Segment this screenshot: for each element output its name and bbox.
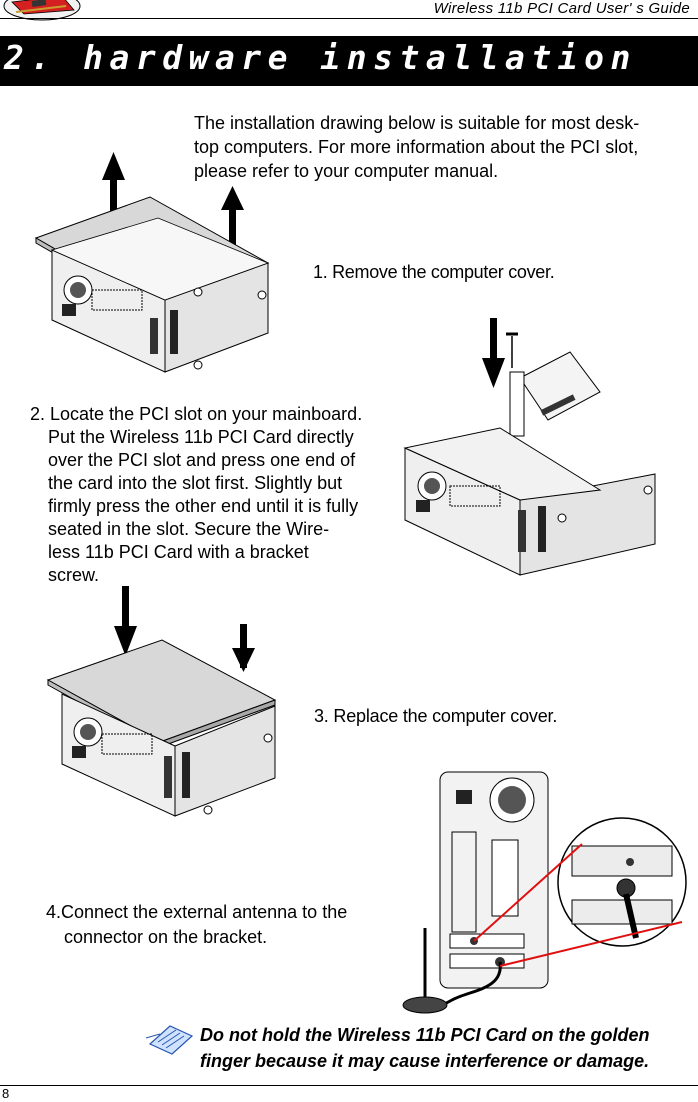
intro-line: The installation drawing below is suitable for most desk- — [194, 113, 640, 133]
intro-line: please refer to your computer manual. — [194, 161, 499, 181]
step-2-line: 2. Locate the PCI slot on your mainboard. — [30, 404, 363, 424]
page-number: 8 — [2, 1086, 10, 1101]
step-2-line: firmly press the other end until it is fully — [48, 496, 359, 516]
note-line: Do not hold the Wireless 11b PCI Card on the golden — [200, 1025, 650, 1045]
step-2-line: Put the Wireless 11b PCI Card directly — [48, 427, 354, 447]
step-2-line: seated in the slot. Secure the Wire- — [48, 519, 330, 539]
step-2-line: over the PCI slot and press one end of — [48, 450, 356, 470]
step-2-line: the card into the slot first. Slightly but — [48, 473, 343, 493]
note-pad-icon — [146, 1022, 198, 1058]
step-4-line: 4.Connect the external antenna to the — [46, 902, 348, 922]
step-4-line: connector on the bracket. — [64, 927, 268, 947]
footer-rule — [0, 1085, 698, 1086]
note-line: finger because it may cause interference or damage. — [200, 1051, 650, 1071]
step-2-line: less 11b PCI Card with a bracket — [48, 542, 309, 562]
step-3-text: 3. Replace the computer cover. — [314, 706, 558, 726]
section-title: 2. hardware installation — [4, 38, 637, 77]
step-1-text: 1. Remove the computer cover. — [313, 262, 555, 282]
caution-note — [200, 1022, 696, 1074]
intro-line: top computers. For more information about the PCI slot, — [194, 137, 639, 157]
step-2-line: screw. — [48, 565, 100, 585]
step-4-text — [46, 900, 347, 950]
running-head: Wireless 11b PCI Card User' s Guide — [433, 0, 690, 17]
